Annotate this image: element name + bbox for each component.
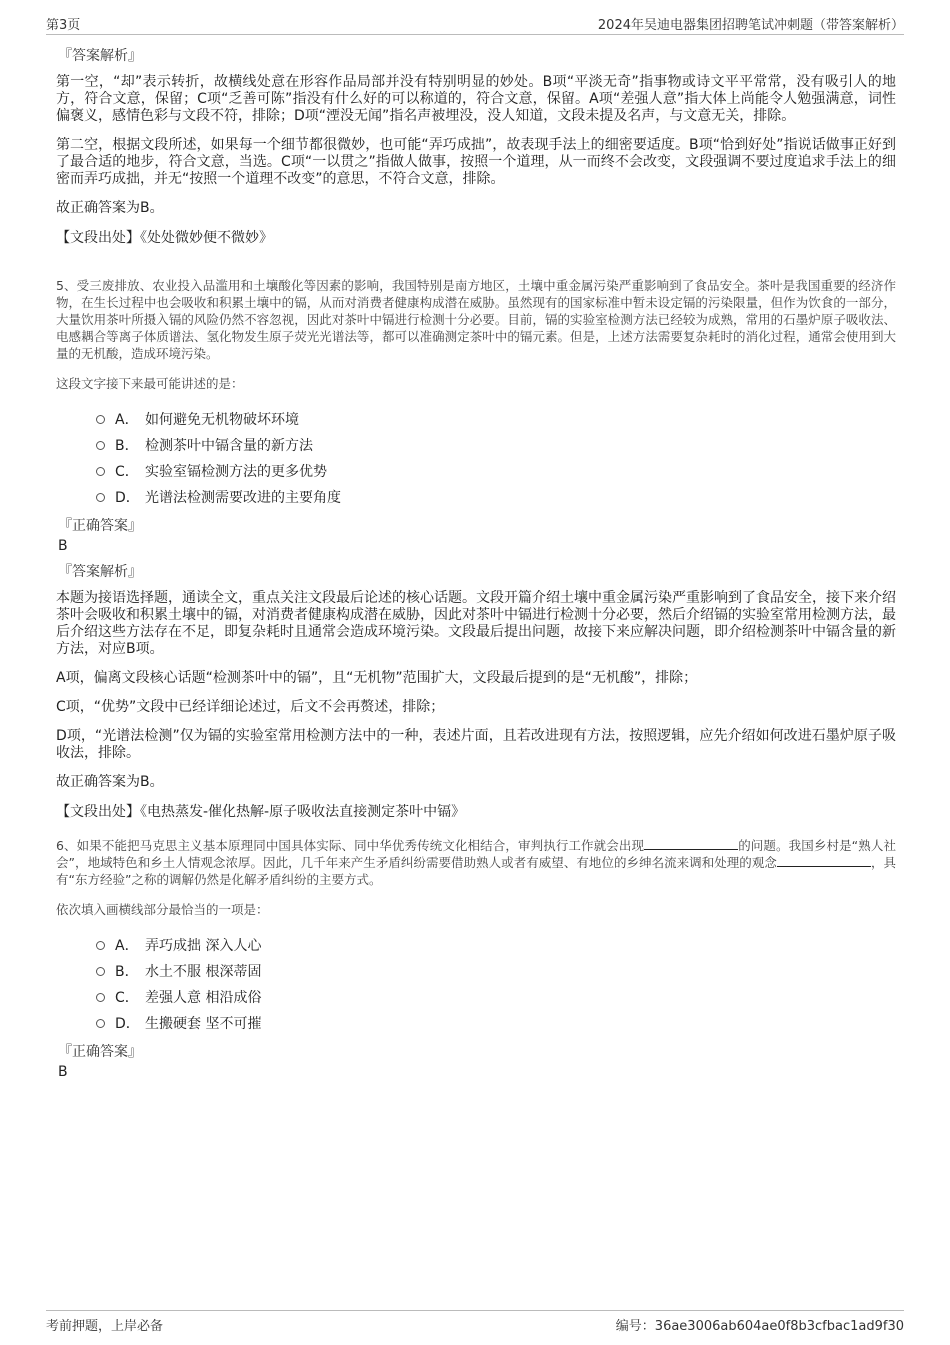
document-title: 2024年吴迪电器集团招聘笔试冲刺题（带答案解析） [597,18,904,33]
option-text: 水土不服 根深蒂固 [145,964,262,980]
q6-option-d[interactable] [96,1010,896,1036]
document-content [56,46,896,1088]
page-header [46,14,904,35]
option-letter: C． [115,464,139,480]
correct-answer-label: 『正确答案』 [58,1044,142,1060]
option-letter: A． [115,938,139,954]
radio-button-icon[interactable] [96,941,105,950]
answer-analysis-label: 『答案解析』 [58,48,142,64]
option-letter: D． [115,490,140,506]
q6-stem-part-2: 的问题。我国乡村是“熟人社会”，地域特色和乡土人情观念浓厚。因此，几千年来产生矛盾纠纷需要借助熟人或者有威望、有地位的乡绅名流来调和处理的观念 [56,838,896,870]
q6-option-a[interactable] [96,932,896,958]
q6-option-b[interactable] [96,958,896,984]
question-6-options [96,932,896,1036]
option-text: 生搬硬套 坚不可摧 [145,1016,262,1032]
question-5-prompt: 这段文字接下来最可能讲述的是： [56,376,244,391]
q5-analysis-paragraph-4: D项，“光谱法检测”仅为镉的实验室常用检测方法中的一种，表述片面，且若改进现有方法，按照逻辑，应先介绍如何改进石墨炉原子吸收法，排除。 [56,728,896,761]
q5-option-b[interactable] [96,432,896,458]
option-text: 实验室镉检测方法的更多优势 [145,464,327,480]
radio-button-icon[interactable] [96,993,105,1002]
q5-analysis-paragraph-1: 本题为接语选择题，通读全文，重点关注文段最后论述的核心话题。文段开篇介绍土壤中重金属污染严重影响到了食品安全，接下来介绍茶叶会吸收和积累土壤中的镉，对消费者健康构成潜在威胁，因此对茶叶中镉进行检测十分必要，然后介绍镉的实验室常用检测方法，最后介绍这些方法存在不足，即复杂耗时且通常会造成环境污染。文段最后提出问题，故接下来应解决问题，即介绍检测茶叶中镉含量的新方法，对应B项。 [56,590,896,657]
passage-source: 【文段出处】《处处微妙便不微妙》 [56,230,273,246]
option-letter: C． [115,990,139,1006]
q5-option-d[interactable] [96,484,896,510]
option-text: 差强人意 相沿成俗 [145,990,262,1006]
option-text: 光谱法检测需要改进的主要角度 [145,490,341,506]
option-letter: A． [115,412,139,428]
q5-passage-source: 【文段出处】《电热蒸发-催化热解-原子吸收法直接测定茶叶中镉》 [56,804,466,820]
page-number: 第3页 [46,18,81,33]
q5-option-a[interactable] [96,406,896,432]
correct-answer-value: B [58,1064,68,1080]
option-letter: B． [115,964,139,980]
analysis-paragraph-1: 第一空，“却”表示转折，故横线处意在形容作品局部并没有特别明显的妙处。B项“平淡无奇”指事物或诗文平平常常，没有吸引人的地方，符合文意，保留；C项“乏善可陈”指没有什么好的可以称道的，符合文意，保留。A项“差强人意”指大体上尚能令人勉强满意，词性偏褒义，感情色彩与文段不符，排除；D项“湮没无闻”指名声被埋没，没人知道，文段未提及名声，与文意无关，排除。 [56,74,896,124]
fill-blank-2 [777,854,871,867]
correct-answer-value: B [58,538,68,554]
radio-button-icon[interactable] [96,467,105,476]
option-text: 检测茶叶中镉含量的新方法 [145,438,313,454]
q5-option-c[interactable] [96,458,896,484]
question-5-stem: 5、受三废排放、农业投入品滥用和土壤酸化等因素的影响，我国特别是南方地区，土壤中重金属污染严重影响到了食品安全。茶叶是我国重要的经济作物，在生长过程中也会吸收和积累土壤中的镉，从而对消费者健康构成潜在威胁。虽然现有的国家标准中暂未设定镉的污染限量，但作为饮食的一部分，大量饮用茶叶所摄入镉的风险仍然不容忽视，因此对茶叶中镉进行检测十分必要。目前，镉的实验室检测方法已经较为成熟，常用的石墨炉原子吸收法、电感耦合等离子体质谱法、氢化物发生原子荧光光谱法等，都可以准确测定茶叶中的镉元素。但是，上述方法需要复杂耗时的消化过程，通常会使用到大量的无机酸，造成环境污染。 [56,278,896,361]
question-6-stem [56,837,896,888]
analysis-conclusion: 故正确答案为B。 [56,200,164,216]
question-6-prompt: 依次填入画横线部分最恰当的一项是： [56,902,269,917]
radio-button-icon[interactable] [96,415,105,424]
q6-option-c[interactable] [96,984,896,1010]
q6-stem-part-3: ，具有“东方经验”之称的调解仍然是化解矛盾纠纷的主要方式。 [56,855,896,887]
option-text: 弄巧成拙 深入人心 [145,938,262,954]
q5-analysis-paragraph-3: C项，“优势”文段中已经详细论述过，后文不会再赘述，排除； [56,699,445,715]
question-5-options [96,406,896,510]
page-footer [46,1310,904,1334]
footer-slogan: 考前押题，上岸必备 [46,1319,164,1334]
radio-button-icon[interactable] [96,493,105,502]
q5-analysis-conclusion: 故正确答案为B。 [56,774,164,790]
correct-answer-label: 『正确答案』 [58,518,142,534]
option-letter: D． [115,1016,140,1032]
fill-blank-1 [644,837,738,850]
option-letter: B． [115,438,139,454]
radio-button-icon[interactable] [96,1019,105,1028]
option-text: 如何避免无机物破坏环境 [145,412,299,428]
analysis-paragraph-2: 第二空，根据文段所述，如果每一个细节都很微妙，也可能“弄巧成拙”，故表现手法上的细密要适度。B项“恰到好处”指说话做事正好到了最合适的地步，符合文意，当选。C项“一以贯之”指做人做事，按照一个道理，从一而终不会改变，文段强调不要过度追求手法上的细密而弄巧成拙，并无“按照一个道理不改变”的意思，不符合文意，排除。 [56,137,896,187]
q5-analysis-paragraph-2: A项，偏离文段核心话题“检测茶叶中的镉”，且“无机物”范围扩大，文段最后提到的是“无机酸”，排除； [56,670,698,686]
radio-button-icon[interactable] [96,967,105,976]
q6-stem-part-1: 6、如果不能把马克思主义基本原理同中国具体实际、同中华优秀传统文化相结合，审判执行工作就会出现 [56,838,645,853]
document-id: 编号：36ae3006ab604ae0f8b3cfbac1ad9f30 [615,1319,904,1334]
answer-analysis-label: 『答案解析』 [58,564,142,580]
radio-button-icon[interactable] [96,441,105,450]
